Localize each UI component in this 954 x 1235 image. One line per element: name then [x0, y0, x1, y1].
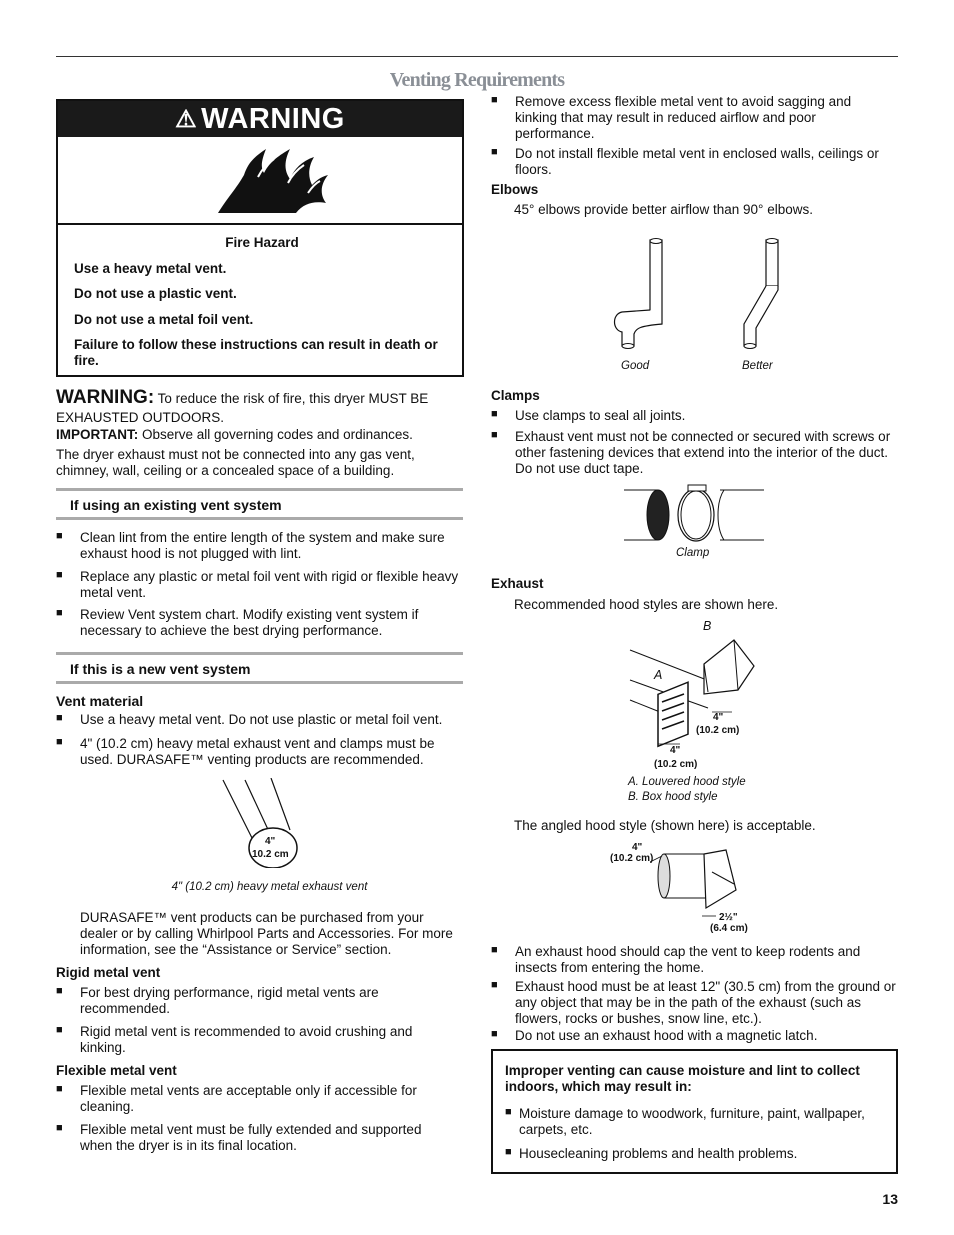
vent-material-heading: Vent material	[56, 693, 144, 709]
fire-hazard-warning-box	[56, 99, 464, 377]
list-item-text: Exhaust hood must be at least 12" (30.5 cm) from the ground or any object that may be in the path of the exhaust (such as flowers, rocks or bushes, snow line, etc.).	[515, 979, 896, 1027]
elbows-heading: Elbows	[491, 182, 539, 197]
warning-triangle-icon: ⚠	[175, 106, 198, 133]
list-item-text: 4" (10.2 cm) heavy metal exhaust vent and clamps must be used. DURASAFE™ venting products are recommended.	[80, 736, 435, 768]
elbows-text: 45° elbows provide better airflow than 90° elbows.	[514, 202, 813, 217]
list-item-text: Clean lint from the entire length of the system and make sure exhaust hood is not plugged with lint.	[80, 530, 445, 562]
durasafe-paragraph: DURASAFE™ vent products can be purchased from your dealer or by calling Whirlpool Parts and Accessories. For more information, see the “Assistance or Service” section.	[80, 910, 453, 958]
important-text: Observe all governing codes and ordinances.	[142, 427, 413, 442]
bullet-icon: ■	[56, 712, 63, 724]
list-item	[56, 1122, 461, 1154]
list-item	[491, 408, 896, 426]
list-item-text: Remove excess flexible metal vent to avoid sagging and kinking that may result in reduced airflow and poor performance.	[515, 94, 852, 142]
hood-caption-b: B. Box hood style	[628, 791, 718, 803]
flexible-heading: Flexible metal vent	[56, 1063, 177, 1078]
list-item-text: Housecleaning problems and health problems.	[519, 1146, 798, 1161]
bullet-icon: ■	[505, 1146, 512, 1158]
bullet-icon: ■	[491, 429, 498, 441]
list-item	[491, 979, 896, 1027]
list-item	[56, 530, 461, 562]
list-item	[505, 1146, 890, 1164]
list-item-text: Review Vent system chart. Modify existing vent system if necessary to achieve the best drying performance.	[80, 607, 419, 639]
important-paragraph	[56, 427, 461, 443]
gas-vent-paragraph: The dryer exhaust must not be connected into any gas vent, chimney, wall, ceiling or a concealed space of a building.	[56, 447, 415, 479]
section-heading: If using an existing vent system	[70, 497, 282, 513]
top-rule	[56, 56, 898, 57]
bullet-icon: ■	[491, 94, 498, 106]
clamp-caption: Clamp	[676, 547, 710, 559]
list-item	[56, 1024, 461, 1056]
angled-dim1-cm: (10.2 cm)	[610, 853, 654, 864]
clamp-diagram	[624, 482, 766, 544]
list-item	[505, 1106, 890, 1138]
box-hood-dim-cm: (10.2 cm)	[696, 725, 740, 736]
list-item-text: Flexible metal vents are acceptable only if accessible for cleaning.	[80, 1083, 417, 1115]
exhaust-heading: Exhaust	[491, 576, 544, 591]
section-heading: If this is a new vent system	[70, 661, 251, 677]
warning-paragraph	[56, 387, 461, 426]
list-item-text: For best drying performance, rigid metal vents are recommended.	[80, 985, 379, 1017]
list-item	[491, 429, 896, 477]
bullet-icon: ■	[491, 408, 498, 420]
elbow-diagram	[600, 236, 790, 358]
elbow-45-icon	[744, 239, 778, 349]
angled-dim2-in: 2½"	[719, 912, 738, 923]
list-item-text: Rigid metal vent is recommended to avoid crushing and kinking.	[80, 1024, 413, 1056]
warning-line: Use a heavy metal vent.	[74, 261, 227, 277]
hood-styles-diagram	[624, 620, 764, 760]
warning-text	[74, 225, 450, 378]
list-item-text: Replace any plastic or metal foil vent with rigid or flexible heavy metal vent.	[80, 569, 459, 601]
bullet-icon: ■	[505, 1106, 512, 1118]
bullet-icon: ■	[491, 944, 498, 956]
vent-dim-inches: 4"	[265, 836, 276, 847]
list-item	[491, 94, 896, 142]
bullet-icon: ■	[56, 569, 63, 581]
warning-line: Do not use a plastic vent.	[74, 286, 237, 302]
list-item	[491, 146, 896, 178]
bullet-icon: ■	[56, 607, 63, 619]
bullet-icon: ■	[56, 1024, 63, 1036]
improper-heading: Improper venting can cause moisture and lint to collect indoors, which may result in:	[505, 1063, 860, 1095]
list-item	[56, 569, 461, 601]
bullet-icon: ■	[491, 1028, 498, 1040]
hood-label-a: A	[654, 668, 663, 682]
bullet-icon: ■	[491, 146, 498, 158]
box-hood-dim-in: 4"	[713, 712, 724, 723]
angled-dim2-cm: (6.4 cm)	[710, 923, 748, 934]
list-item	[56, 607, 461, 639]
bullet-icon: ■	[56, 1083, 63, 1095]
vent-caption: 4" (10.2 cm) heavy metal exhaust vent	[171, 881, 368, 893]
bullet-icon: ■	[56, 530, 63, 542]
angled-dim1-in: 4"	[632, 842, 643, 853]
list-item-text: Do not use an exhaust hood with a magnetic latch.	[515, 1028, 818, 1043]
list-item-text: Use a heavy metal vent. Do not use plastic or metal foil vent.	[80, 712, 443, 727]
section-new-vent	[56, 652, 463, 684]
list-item	[56, 985, 461, 1017]
list-item	[56, 736, 461, 768]
angled-hood-text: The angled hood style (shown here) is acceptable.	[514, 818, 816, 833]
list-item-text: Flexible metal vent must be fully extended and supported when the dryer is in its final location.	[80, 1122, 422, 1154]
list-item	[491, 1028, 896, 1046]
louver-dim-cm: (10.2 cm)	[654, 759, 698, 770]
list-item	[56, 1083, 461, 1115]
exhaust-text: Recommended hood styles are shown here.	[514, 597, 779, 612]
elbow-good-label: Good	[621, 360, 650, 372]
elbow-better-label: Better	[742, 360, 773, 372]
warning-line: Failure to follow these instructions can result in death or fire.	[74, 336, 438, 368]
list-item-text: Moisture damage to woodwork, furniture, paint, wallpaper, carpets, etc.	[519, 1106, 865, 1138]
bullet-icon: ■	[491, 979, 498, 991]
bullet-icon: ■	[56, 736, 63, 748]
vent-dim-cm: 10.2 cm	[252, 849, 289, 860]
hazard-title: Fire Hazard	[225, 235, 299, 250]
page-title: Venting Requirements	[389, 69, 565, 91]
hood-caption-a: A. Louvered hood style	[628, 776, 746, 788]
warning-paragraph-text: To reduce the risk of fire, this dryer MUST BE EXHAUSTED OUTDOORS.	[56, 391, 429, 425]
improper-venting-box	[491, 1049, 898, 1174]
list-item-text: Use clamps to seal all joints.	[515, 408, 686, 423]
list-item-text: Do not install flexible metal vent in enclosed walls, ceilings or floors.	[515, 146, 879, 178]
bullet-icon: ■	[56, 985, 63, 997]
elbow-90-icon	[615, 239, 663, 349]
section-existing-vent	[56, 488, 463, 520]
rigid-heading: Rigid metal vent	[56, 965, 161, 980]
clamps-heading: Clamps	[491, 388, 540, 403]
list-item-text: Exhaust vent must not be connected or secured with screws or other fastening devices that extend into the interior of the duct. Do not use duct tape.	[515, 429, 891, 477]
flame-graphic-area	[58, 137, 462, 225]
warning-label: WARNING:	[56, 387, 155, 408]
list-item	[56, 712, 461, 730]
warning-banner	[58, 101, 462, 137]
hood-label-b: B	[703, 619, 712, 633]
flame-icon	[58, 137, 462, 223]
bullet-icon: ■	[56, 1122, 63, 1134]
louver-dim-in: 4"	[670, 745, 681, 756]
important-label: IMPORTANT:	[56, 427, 139, 442]
list-item-text: An exhaust hood should cap the vent to keep rodents and insects from entering the home.	[515, 944, 861, 976]
warning-banner-text: WARNING	[201, 103, 345, 135]
list-item	[491, 944, 896, 976]
warning-line: Do not use a metal foil vent.	[74, 311, 254, 327]
page-number: 13	[882, 1191, 898, 1207]
